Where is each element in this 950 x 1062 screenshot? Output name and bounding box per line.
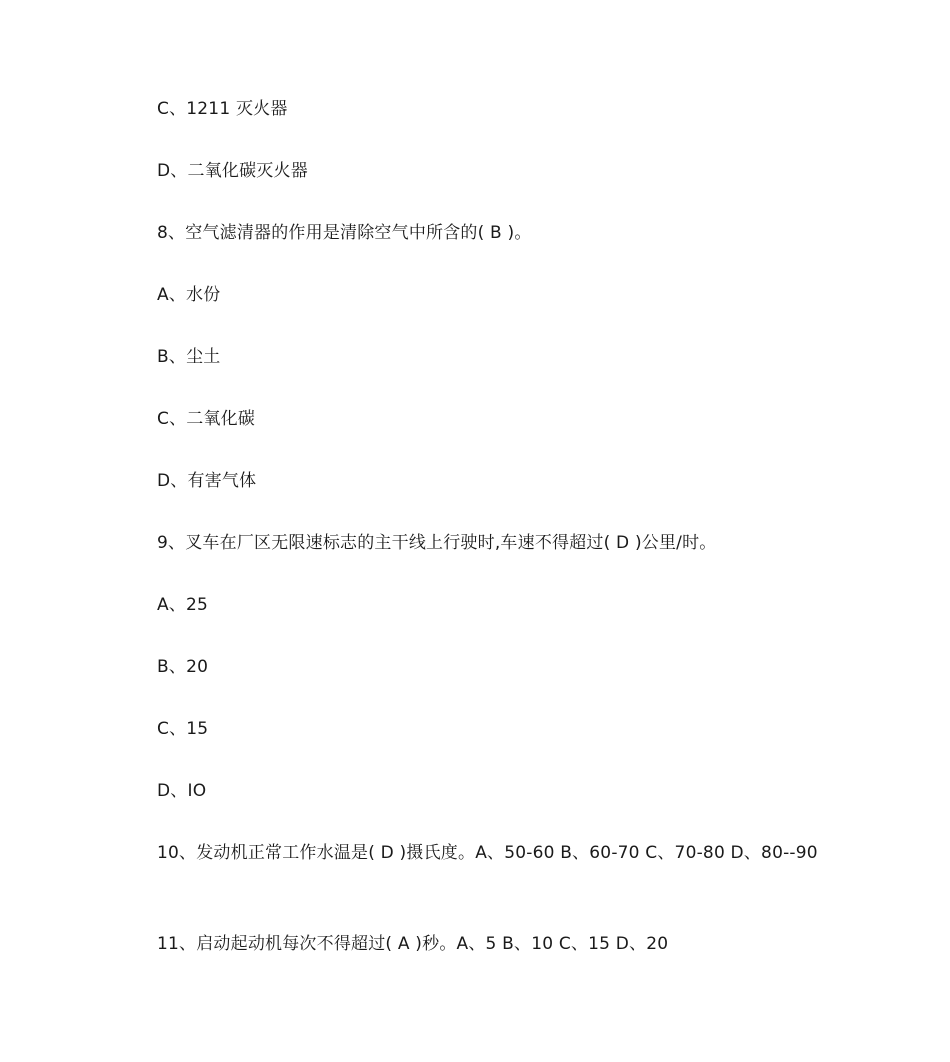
answer-option-d-q8: D、有害气体 — [157, 471, 257, 491]
answer-option-b-q9: B、20 — [157, 657, 209, 677]
answer-option-d-q9: D、IO — [157, 781, 207, 801]
answer-option-a-q8: A、水份 — [157, 285, 221, 305]
answer-option-b-q8: B、尘土 — [157, 347, 221, 367]
answer-option-a-q9: A、25 — [157, 595, 209, 615]
answer-option-d-q7: D、二氧化碳灭火器 — [157, 161, 308, 181]
answer-option-c-q7: C、1211 灭火器 — [157, 99, 288, 119]
question-10: 10、发动机正常工作水温是( D )摄氏度。A、50-60 B、60-70 C、70-80 D、80--90 — [157, 843, 818, 863]
question-8: 8、空气滤清器的作用是清除空气中所含的( B )。 — [157, 223, 532, 243]
answer-option-c-q8: C、二氧化碳 — [157, 409, 256, 429]
question-9: 9、叉车在厂区无限速标志的主干线上行驶时,车速不得超过( D )公里/时。 — [157, 533, 717, 553]
answer-option-c-q9: C、15 — [157, 719, 209, 739]
question-11: 11、启动起动机每次不得超过( A )秒。A、5 B、10 C、15 D、20 — [157, 934, 669, 954]
